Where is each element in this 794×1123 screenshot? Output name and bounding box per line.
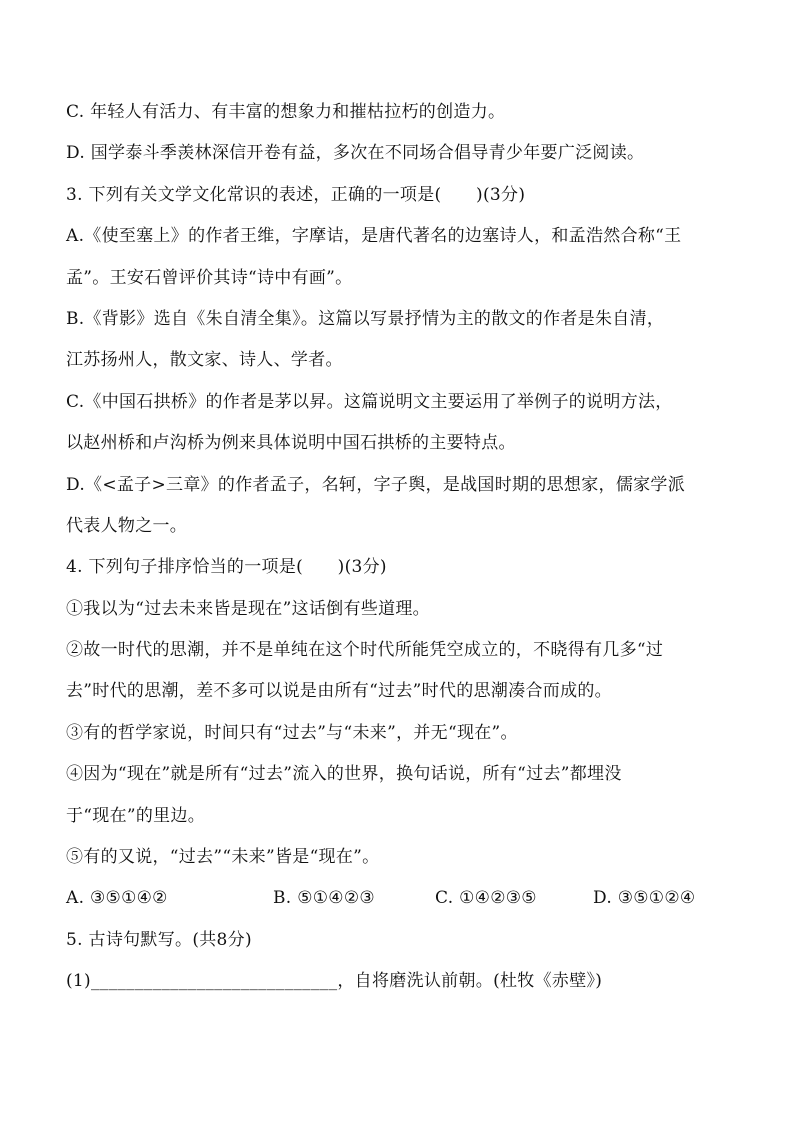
- q3-option-d-line1: D.《<孟子>三章》的作者孟子，名轲，字子舆，是战国时期的思想家，儒家学派: [66, 474, 686, 495]
- q4-sentence-3: ③有的哲学家说，时间只有“过去”与“未来”，并无“现在”。: [66, 722, 518, 743]
- q4-option-d: D. ③⑤①②④: [593, 888, 696, 909]
- q4-sentence-2-line2: 去”时代的思潮，差不多可以说是由所有“过去”时代的思潮凑合而成的。: [66, 681, 612, 702]
- q5-item-1: (1)____________________________，自将磨洗认前朝。(杜牧《赤壁》): [66, 971, 603, 992]
- q4-sentence-5: ⑤有的又说，“过去”“未来”皆是“现在”。: [66, 847, 380, 868]
- exam-page: [66, 102, 730, 1013]
- q3-option-d-line2: 代表人物之一。: [66, 515, 188, 536]
- q5-heading: 5. 古诗句默写。(共8分): [66, 929, 252, 950]
- q4-option-b: B. ⑤①④②③: [273, 888, 375, 909]
- q3-option-b-line1: B.《背影》选自《朱自清全集》。这篇以写景抒情为主的散文的作者是朱自清，: [66, 308, 665, 329]
- q4-stem: 4. 下列句子排序恰当的一项是( )(3分): [66, 557, 387, 578]
- q4-sentence-4-line1: ④因为“现在”就是所有“过去”流入的世界，换句话说，所有“过去”都埋没: [66, 764, 622, 785]
- q3-option-a-line2: 孟”。王安石曾评价其诗“诗中有画”。: [66, 267, 353, 288]
- q4-option-a: A. ③⑤①④②: [66, 888, 168, 909]
- q3-option-c-line1: C.《中国石拱桥》的作者是茅以昇。这篇说明文主要运用了举例子的说明方法，: [66, 391, 673, 412]
- q4-option-c: C. ①④②③⑤: [435, 888, 537, 909]
- q4-options: [66, 888, 730, 908]
- q2-option-d: D. 国学泰斗季羡林深信开卷有益，多次在不同场合倡导青少年要广泛阅读。: [66, 143, 645, 164]
- q3-option-a-line1: A.《使至塞上》的作者王维，字摩诘，是唐代著名的边塞诗人，和孟浩然合称“王: [66, 226, 682, 247]
- q4-sentence-2-line1: ②故一时代的思潮，并不是单纯在这个时代所能凭空成立的，不晓得有几多“过: [66, 640, 664, 661]
- q3-option-c-line2: 以赵州桥和卢沟桥为例来具体说明中国石拱桥的主要特点。: [66, 433, 516, 454]
- q3-option-b-line2: 江苏扬州人，散文家、诗人、学者。: [66, 350, 343, 371]
- q3-stem: 3. 下列有关文学文化常识的表述，正确的一项是( )(3分): [66, 184, 526, 205]
- q4-sentence-1: ①我以为“过去未来皆是现在”这话倒有些道理。: [66, 598, 430, 619]
- q4-sentence-4-line2: 于“现在”的里边。: [66, 805, 206, 826]
- q2-option-c: C. 年轻人有活力、有丰富的想象力和摧枯拉朽的创造力。: [66, 102, 506, 122]
